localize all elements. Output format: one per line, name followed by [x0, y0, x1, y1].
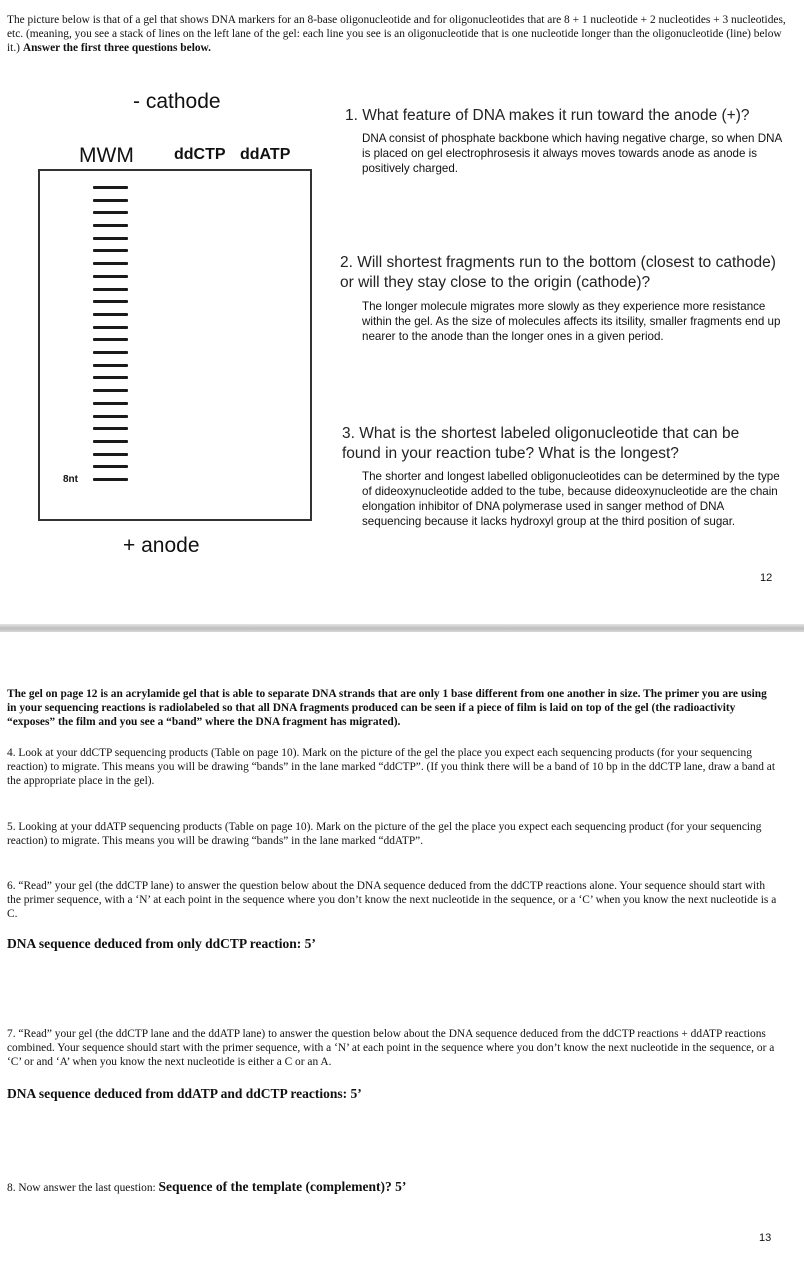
- question-8-prefix: 8. Now answer the last question:: [7, 1182, 159, 1194]
- marker-band: [93, 478, 128, 481]
- question-3-title: 3. What is the shortest labeled oligonucleotide that can be found in your reaction tube? What is the longest?: [342, 425, 740, 462]
- marker-8nt-label: 8nt: [63, 474, 78, 485]
- question-8-bold: Sequence of the template (complement)? 5’: [158, 1179, 407, 1194]
- marker-band: [93, 199, 128, 202]
- marker-band: [93, 376, 128, 379]
- question-1-title: 1. What feature of DNA makes it run toward the anode (+)?: [345, 107, 750, 124]
- question-2-answer: The longer molecule migrates more slowly as they experience more resistance within the gel. As the size of molecules affects its itsility, smaller fragments end up nearer to the anode than the longer ones in a given period.: [362, 300, 781, 343]
- marker-band: [93, 262, 128, 265]
- sequence-combined-prompt: DNA sequence deduced from ddATP and ddCTP reactions: 5’: [7, 1086, 362, 1101]
- lane-label-ddatp: ddATP: [240, 146, 291, 163]
- marker-band: [93, 211, 128, 214]
- marker-band: [93, 440, 128, 443]
- gel-box: [38, 169, 312, 521]
- marker-band: [93, 415, 128, 418]
- lane-label-mwm: MWM: [79, 144, 134, 167]
- sequence-ddctp-prompt: DNA sequence deduced from only ddCTP reaction: 5’: [7, 936, 316, 951]
- question-4: 4. Look at your ddCTP sequencing products (Table on page 10). Mark on the picture of the gel the place you expect each sequencing products (for your sequencing reaction) to migrate. This means you will be drawing “bands” in the lane marked “ddCTP”. (If you think there will be a band of 10 bp in the ddCTP lane, draw a band at the appropriate place in the gel).: [7, 747, 776, 788]
- marker-band: [93, 338, 128, 341]
- intro-text: The picture below is that of a gel that shows DNA markers for an 8-base oligonucleotide and for oligonucleotides that are 8 + 1 nucleotide + 2 nucleotides + 3 nucleotides, etc. (meaning, you see a stack of lines on the left lane of the gel: each line you see is an oligonucleotide that is one nucleotide longer than the oligonucleotide (line) below it.): [7, 14, 786, 55]
- marker-band: [93, 364, 128, 367]
- marker-band: [93, 224, 128, 227]
- marker-band: [93, 453, 128, 456]
- page-number-12: 12: [760, 572, 773, 584]
- marker-band: [93, 465, 128, 468]
- page-divider: [0, 624, 804, 632]
- cathode-label: - cathode: [133, 90, 221, 113]
- intro-bold-instruction: Answer the first three questions below.: [22, 42, 211, 55]
- question-2-title: 2. Will shortest fragments run to the bottom (closest to cathode) or will they stay close to the origin (cathode)?: [340, 254, 776, 291]
- marker-band: [93, 275, 128, 278]
- marker-band: [93, 326, 128, 329]
- gel-explanation-paragraph: The gel on page 12 is an acrylamide gel that is able to separate DNA strands that are only 1 base different from one another in size. The primer you are using in your sequencing reactions is radiolabeled so that all DNA fragments produced can be seen if a piece of film is laid on top of the gel (the radioactivity “exposes” the film and you see a “band” where the DNA fragment has migrated).: [7, 688, 767, 729]
- lane-label-ddctp: ddCTP: [174, 146, 226, 163]
- question-3-answer: The shorter and longest labelled obligonucleotides can be determined by the type of dideoxynucleotide added to the tube, because dideoxynucleotide are the chain elongation inhibitor of DNA polymerase used in sanger method of DNA sequencing because it lacks hydroxyl group at the third position of sugar.: [362, 470, 780, 528]
- question-5: 5. Looking at your ddATP sequencing products (Table on page 10). Mark on the picture of the gel the place you expect each sequencing product (for your sequencing reaction) to migrate. This means you will be drawing “bands” in the lane marked “ddATP”.: [7, 821, 762, 848]
- marker-band: [93, 402, 128, 405]
- marker-band: [93, 237, 128, 240]
- marker-band: [93, 351, 128, 354]
- anode-label: + anode: [123, 534, 200, 557]
- intro-paragraph: [7, 13, 787, 56]
- question-1-answer: DNA consist of phosphate backbone which having negative charge, so when DNA is placed on gel electrophrosesis it always moves towards anode as anode is positively charged.: [362, 132, 782, 175]
- page-number-13: 13: [759, 1232, 772, 1244]
- marker-band: [93, 186, 128, 189]
- question-8: [7, 1180, 777, 1195]
- marker-band: [93, 389, 128, 392]
- question-7: 7. “Read” your gel (the ddCTP lane and the ddATP lane) to answer the question below about the DNA sequence deduced from the ddCTP reactions + ddATP reactions combined. Your sequence should start with the primer sequence, with a ‘N’ at each point in the sequence where you don’t know the next nucleotide in the sequence, or a ‘C’ or and ‘A’ when you know the next nucleotide is either a C or an A.: [7, 1028, 775, 1069]
- marker-band: [93, 313, 128, 316]
- question-6: 6. “Read” your gel (the ddCTP lane) to answer the question below about the DNA sequence deduced from the ddCTP reactions alone. Your sequence should start with the primer sequence, with a ‘N’ at each point in the sequence where you don’t know the next nucleotide in the sequence, or a ‘C’ when you know the next nucleotide is a C.: [7, 880, 777, 921]
- marker-band: [93, 427, 128, 430]
- marker-band: [93, 288, 128, 291]
- marker-band: [93, 300, 128, 303]
